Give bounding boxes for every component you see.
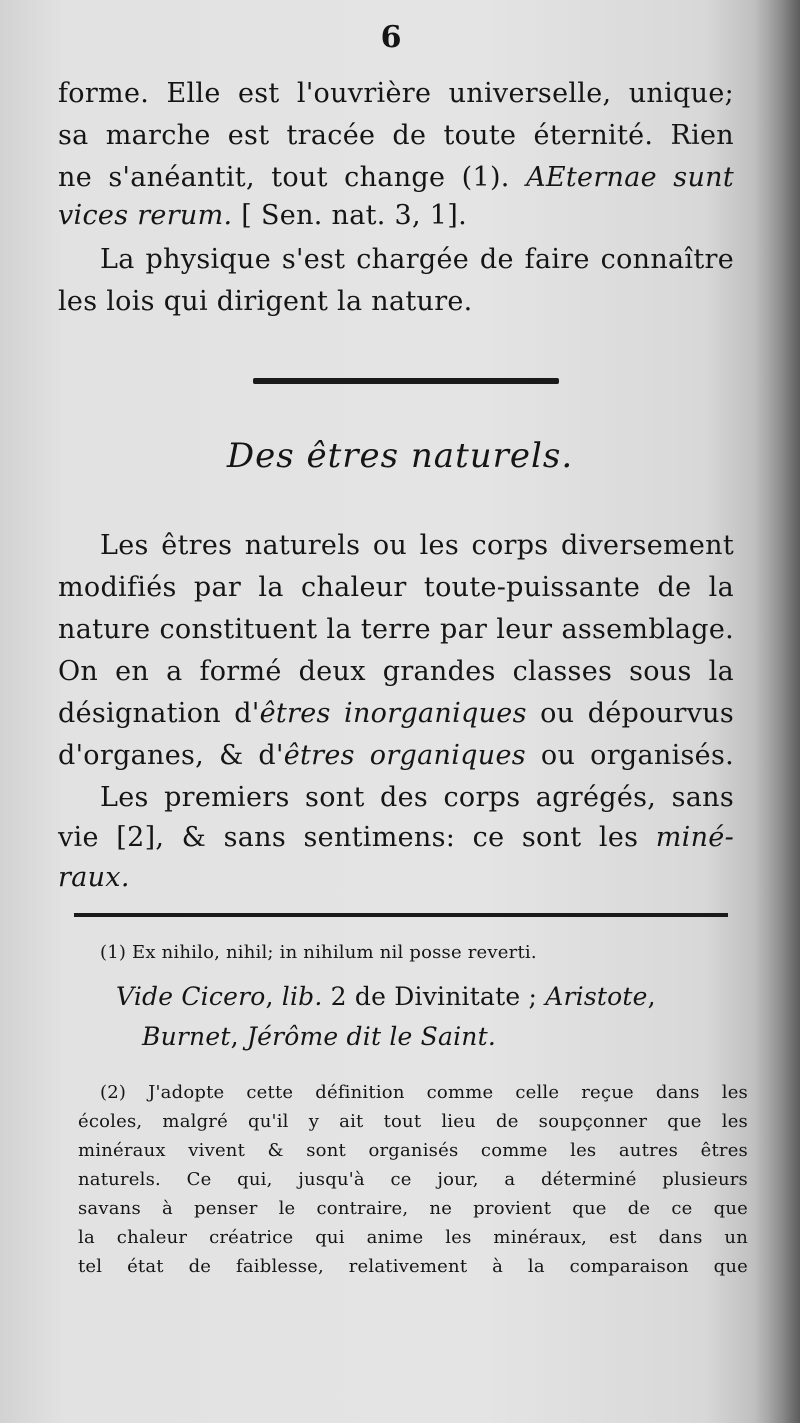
- text-line: [58, 200, 734, 231]
- text-run: 2 de Divinitate ;: [322, 982, 546, 1011]
- text-run: ou dépourvus: [526, 698, 734, 729]
- text-line: forme. Elle est l'ouvrière universelle, unique;: [58, 78, 734, 109]
- text-line: [58, 740, 734, 771]
- text-run: ou organisés.: [525, 740, 734, 771]
- text-line: Les êtres naturels ou les corps diversement: [100, 530, 734, 561]
- text-run: Vide Cicero: [116, 982, 266, 1011]
- text-line: [58, 162, 734, 193]
- text-line: sa marche est tracée de toute éternité. Rien: [58, 120, 734, 151]
- text-run: ,: [647, 982, 656, 1011]
- page-number: 6: [380, 20, 402, 55]
- text-run: Burnet: [142, 1022, 231, 1051]
- text-line: modifiés par la chaleur toute-puissante de la: [58, 572, 734, 603]
- latin-quote: AEternae sunt: [526, 162, 734, 193]
- footnote-divider: [74, 913, 728, 917]
- latin-quote: vices rerum.: [58, 200, 233, 231]
- page-gutter-shadow: [754, 0, 800, 1423]
- text-line: On en a formé deux grandes classes sous la: [58, 656, 734, 687]
- term: raux.: [58, 862, 130, 893]
- footnote-text-line: [116, 982, 748, 1011]
- text-run: vie [2], & sans sentimens: ce sont les: [58, 822, 656, 853]
- term: miné-: [655, 822, 734, 853]
- footnote-text-line: minéraux vivent & sont organisés comme les autres êtres: [78, 1140, 748, 1161]
- text-run: Aristote: [545, 982, 648, 1011]
- text-line: Les premiers sont des corps agrégés, sans: [100, 782, 734, 813]
- footnote-text-line: la chaleur créatrice qui anime les minéraux, est dans un: [78, 1227, 748, 1248]
- footnote-text-line: naturels. Ce qui, jusqu'à ce jour, a déterminé plusieurs: [78, 1169, 748, 1190]
- text-line: les lois qui dirigent la nature.: [58, 286, 473, 317]
- section-divider: [253, 378, 559, 384]
- footnote-text-line: écoles, malgré qu'il y ait tout lieu de soupçonner que les: [78, 1111, 748, 1132]
- section-title: Des êtres naturels.: [226, 436, 574, 476]
- footnote-1: (1) Ex nihilo, nihil; in nihilum nil posse reverti.: [100, 942, 537, 963]
- term: êtres inorganiques: [259, 698, 527, 729]
- footnote-text-line: [142, 1022, 774, 1051]
- text-run: ne s'anéantit, tout change (1).: [58, 162, 527, 193]
- text-run: ,: [265, 982, 282, 1011]
- text-run: ,: [230, 1022, 247, 1051]
- footnote-2: (2) J'adopte cette définition comme celle reçue dans les: [100, 1082, 748, 1103]
- text-line: La physique s'est chargée de faire connaître: [100, 244, 734, 275]
- citation: [ Sen. nat. 3, 1].: [232, 200, 467, 231]
- text-line: [58, 862, 734, 893]
- footnote-text-line: tel état de faiblesse, relativement à la comparaison que: [78, 1256, 748, 1277]
- text-run: lib.: [281, 982, 323, 1011]
- text-line: [58, 698, 734, 729]
- footnote-text-line: savans à penser le contraire, ne provient que de ce que: [78, 1198, 748, 1219]
- text-line: nature constituent la terre par leur assemblage.: [58, 614, 734, 645]
- text-run: désignation d': [58, 698, 260, 729]
- term: êtres organiques: [283, 740, 526, 771]
- text-line: [58, 822, 734, 853]
- text-run: Jérôme dit le Saint.: [246, 1022, 496, 1051]
- text-run: d'organes, & d': [58, 740, 284, 771]
